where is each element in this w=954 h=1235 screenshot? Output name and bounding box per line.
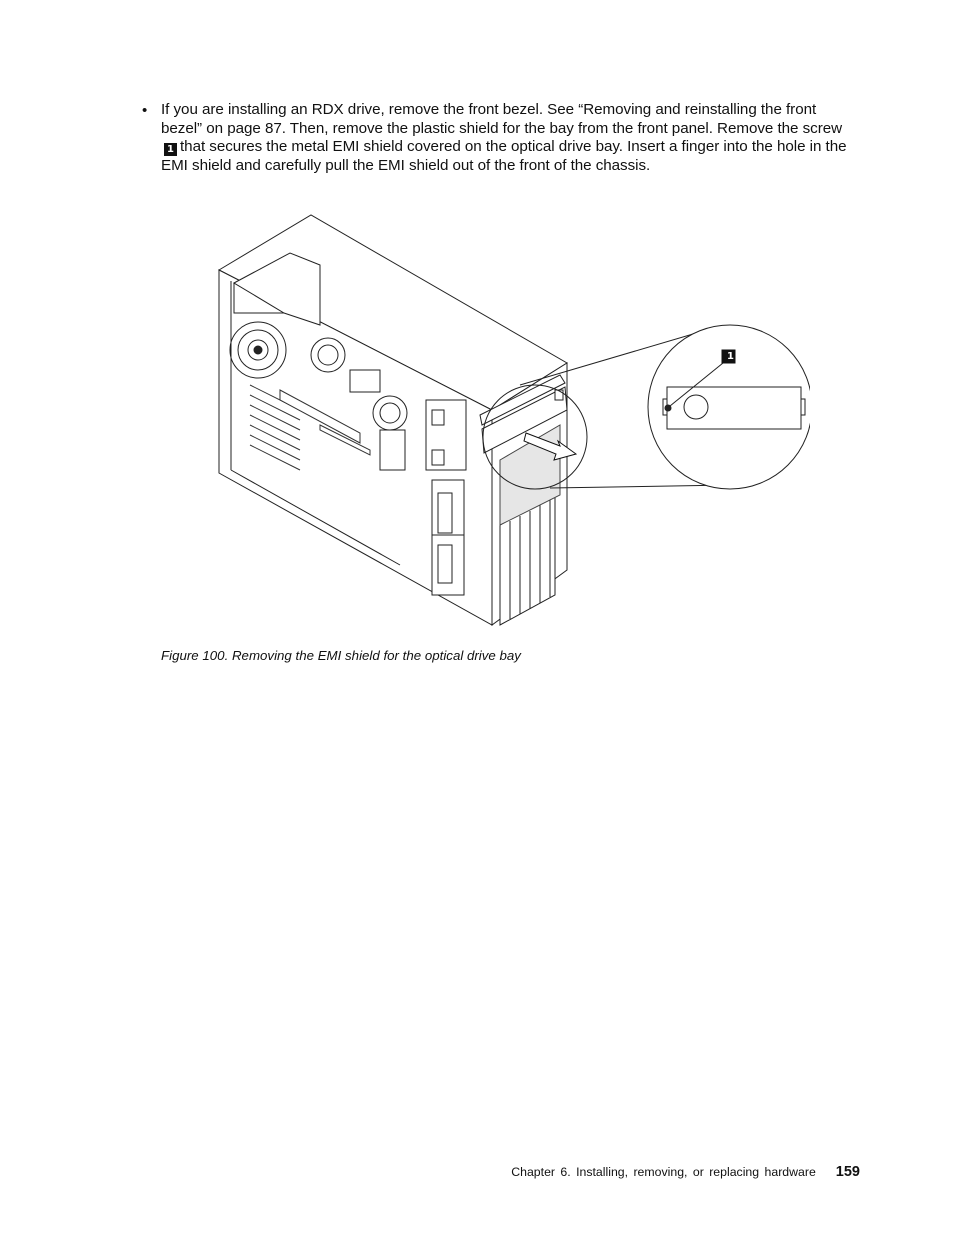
instruction-bullet <box>142 101 854 175</box>
page-number: 159 <box>835 1164 860 1180</box>
instruction-text-part2: that secures the metal EMI shield covered on the optical drive bay. Insert a finger into the hole in the EMI shield and carefully pull the EMI shield out of the front of the chassis. <box>161 138 847 174</box>
footer-chapter: Chapter 6. Installing, removing, or replacing hardware <box>511 1165 816 1179</box>
rear-fan-drawing <box>230 322 286 378</box>
instruction-text-part1: If you are installing an RDX drive, remove the front bezel. See “Removing and reinstalling the front bezel” on page 87. Then, remove the plastic shield for the bay from the front panel. Remove the screw <box>161 101 843 137</box>
emi-shield-illustration <box>210 205 810 635</box>
page-footer <box>511 1164 860 1180</box>
screw-callout-badge: 1 <box>164 143 177 156</box>
server-chassis-drawing <box>219 215 567 625</box>
drive-cage-drawing <box>426 400 466 595</box>
inset-callout-label: 1 <box>727 351 734 362</box>
bullet-marker: • <box>142 102 148 119</box>
instruction-text <box>161 101 854 175</box>
figure-caption: Figure 100. Removing the EMI shield for the optical drive bay <box>161 648 521 663</box>
